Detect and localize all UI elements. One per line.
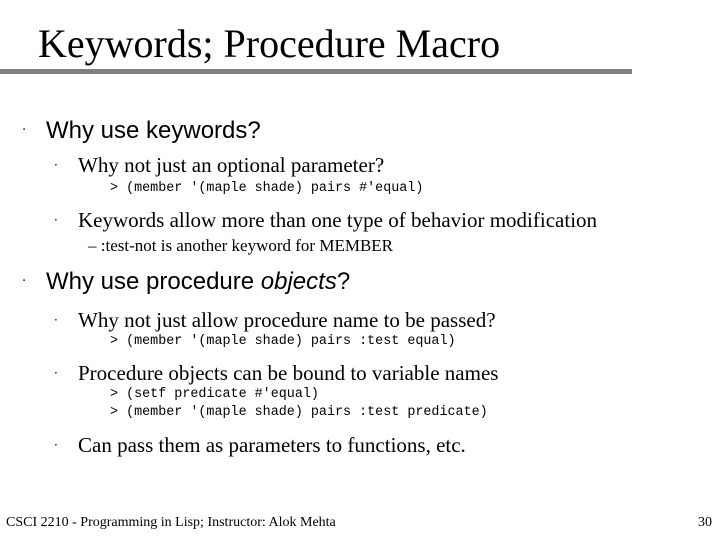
bullet-optional-parameter: Why not just an optional parameter? xyxy=(78,153,385,177)
bullet-procedure-name: Why not just allow procedure name to be passed? xyxy=(78,308,496,332)
bullet-keywords-behavior: Keywords allow more than one type of behavior modification xyxy=(78,208,598,232)
sub-bullet-test-not: – :test-not is another keyword for MEMBER xyxy=(88,236,394,255)
bullet-icon: · xyxy=(22,123,27,138)
title-underline xyxy=(0,69,632,74)
slide-title: Keywords; Procedure Macro xyxy=(38,21,501,66)
bullet-why-procedure-objects xyxy=(46,267,350,297)
bullet-text-italic: objects xyxy=(260,268,337,295)
bullet-icon: · xyxy=(54,158,58,172)
page-number: 30 xyxy=(698,515,712,530)
bullet-why-use-keywords: Why use keywords? xyxy=(46,117,261,144)
bullet-icon: · xyxy=(22,274,27,289)
bullet-bound-variables: Procedure objects can be bound to variable names xyxy=(78,361,499,385)
bullet-icon: · xyxy=(54,213,58,227)
bullet-pass-as-parameters: Can pass them as parameters to functions, etc. xyxy=(78,433,466,457)
footer-credit: CSCI 2210 - Programming in Lisp; Instructor: Alok Mehta xyxy=(6,515,336,530)
bullet-icon: · xyxy=(54,366,58,380)
bullet-text-before: Why use procedure xyxy=(46,268,261,295)
code-example-member-predicate: > (member '(maple shade) pairs :test predicate) xyxy=(110,405,488,420)
bullet-icon: · xyxy=(54,438,58,452)
code-example-setf: > (setf predicate #'equal) xyxy=(110,387,319,402)
code-example-member-test-equal: > (member '(maple shade) pairs :test equal) xyxy=(110,334,456,349)
bullet-text-after: ? xyxy=(336,268,351,295)
code-example-member-equal: > (member '(maple shade) pairs #'equal) xyxy=(110,181,424,196)
bullet-icon: · xyxy=(54,313,58,327)
